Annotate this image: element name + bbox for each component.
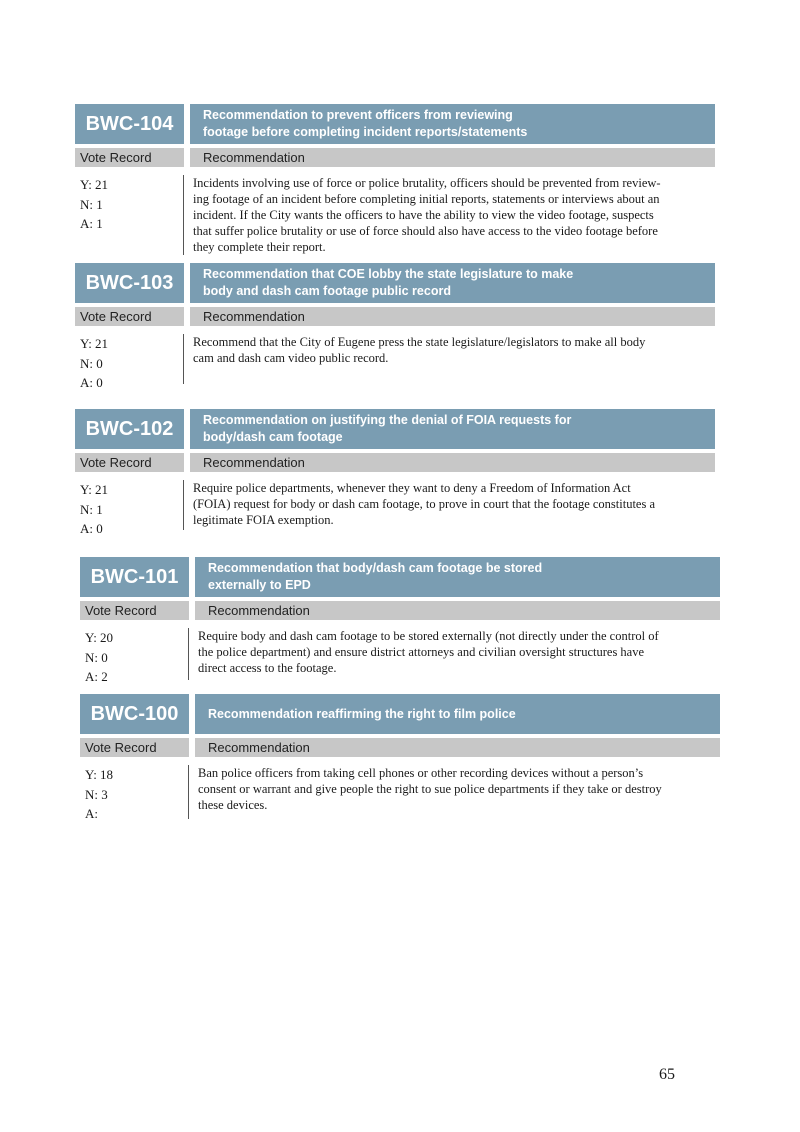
recommendation-title xyxy=(195,557,720,597)
votes-abstain: A: 1 xyxy=(80,216,103,231)
votes-no: N: 0 xyxy=(85,649,108,665)
title-text: Recommendation to prevent officers from reviewing footage before completing incident reports/statements xyxy=(203,108,528,139)
votes-no: N: 0 xyxy=(80,355,103,371)
recommendation-block-bwc-100 xyxy=(80,694,720,825)
recommendation-title xyxy=(190,409,715,449)
vote-record xyxy=(80,480,108,539)
page-number: 65 xyxy=(659,1066,675,1083)
vertical-divider xyxy=(183,175,184,255)
votes-yes: Y: 20 xyxy=(85,630,114,645)
recommendation-block-bwc-101 xyxy=(80,557,720,688)
votes-abstain: A: 0 xyxy=(80,375,103,390)
recommendation-label: Recommendation xyxy=(195,738,720,757)
recommendation-text: Require police departments, whenever they want to deny a Freedom of Information Act (FOIA) request for body or dash cam footage, to prove in court that the footage constitutes a legitimate FOIA exemption. xyxy=(193,481,656,527)
votes-yes: Y: 21 xyxy=(80,482,109,497)
vertical-divider xyxy=(188,765,189,819)
recommendation-title xyxy=(190,263,715,303)
vote-record xyxy=(85,765,113,824)
vote-record xyxy=(80,334,108,393)
vote-record xyxy=(85,628,113,687)
recommendation-block-bwc-103 xyxy=(75,263,715,394)
recommendation-block-bwc-102 xyxy=(75,409,715,540)
votes-abstain: A: xyxy=(85,806,98,821)
recommendation-code: BWC-100 xyxy=(80,694,189,734)
votes-yes: Y: 18 xyxy=(85,767,114,782)
votes-no: N: 1 xyxy=(80,501,103,517)
title-text: Recommendation that body/dash cam footage be stored externally to EPD xyxy=(208,561,543,592)
title-text: Recommendation reaffirming the right to film police xyxy=(208,706,516,721)
recommendation-code: BWC-101 xyxy=(80,557,189,597)
title-text: Recommendation that COE lobby the state legislature to make body and dash cam footage public record xyxy=(203,267,574,298)
votes-yes: Y: 21 xyxy=(80,177,109,192)
votes-no: N: 1 xyxy=(80,196,103,212)
vote-record-label: Vote Record xyxy=(80,601,189,620)
recommendation-label: Recommendation xyxy=(190,453,715,472)
vote-record-label: Vote Record xyxy=(75,453,184,472)
vertical-divider xyxy=(183,480,184,530)
vertical-divider xyxy=(188,628,189,680)
recommendation-block-bwc-104 xyxy=(75,104,715,259)
vote-record-label: Vote Record xyxy=(80,738,189,757)
recommendation-title xyxy=(190,104,715,144)
recommendation-label: Recommendation xyxy=(190,148,715,167)
votes-no: N: 3 xyxy=(85,786,108,802)
recommendation-text: Incidents involving use of force or police brutality, officers should be prevented from review- ing footage of an incident before completing initial reports, statements or interviews about an incident. If the City wants the officers to have the ability to view the video footage, suspects that suffer police brutality or use of force should also have access to the video footage before they complete their report. xyxy=(193,176,661,254)
vote-record-label: Vote Record xyxy=(75,307,184,326)
recommendation-text: Require body and dash cam footage to be stored externally (not directly under the control of the police department) and ensure district attorneys and civilian oversight structures have direct access to the footage. xyxy=(198,629,659,675)
recommendation-code: BWC-104 xyxy=(75,104,184,144)
recommendation-label: Recommendation xyxy=(195,601,720,620)
vote-record-label: Vote Record xyxy=(75,148,184,167)
title-text: Recommendation on justifying the denial of FOIA requests for body/dash cam footage xyxy=(203,413,572,444)
recommendation-code: BWC-102 xyxy=(75,409,184,449)
recommendation-code: BWC-103 xyxy=(75,263,184,303)
votes-abstain: A: 0 xyxy=(80,521,103,536)
votes-abstain: A: 2 xyxy=(85,669,108,684)
recommendation-text: Ban police officers from taking cell phones or other recording devices without a person’s consent or warrant and give people the right to sue police departments if they take or destroy these devices. xyxy=(198,766,662,812)
recommendation-text: Recommend that the City of Eugene press the state legislature/legislators to make all body cam and dash cam video public record. xyxy=(193,335,646,365)
vertical-divider xyxy=(183,334,184,384)
vote-record xyxy=(80,175,108,234)
votes-yes: Y: 21 xyxy=(80,336,109,351)
recommendation-label: Recommendation xyxy=(190,307,715,326)
recommendation-title xyxy=(195,694,720,734)
